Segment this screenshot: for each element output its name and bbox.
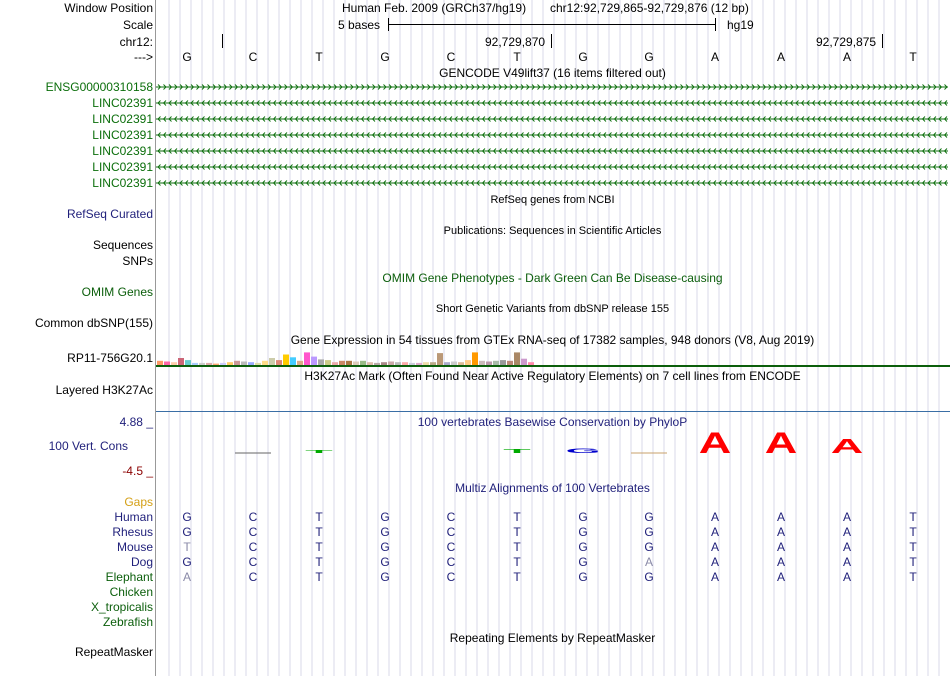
assembly-title: Human Feb. 2009 (GRCh37/hg19)	[342, 1, 527, 15]
gtex-tissue-bar	[283, 355, 289, 366]
alignment-base: A	[710, 525, 719, 539]
alignment-base: T	[315, 570, 323, 584]
omim-track-label[interactable]: OMIM Genes	[81, 285, 153, 299]
gtex-tissue-bar	[437, 353, 443, 365]
alignment-base: T	[909, 570, 917, 584]
species-label[interactable]: Chicken	[109, 585, 153, 599]
conservation-track-label[interactable]: 100 Vert. Cons	[48, 439, 128, 453]
alignment-base: C	[248, 525, 258, 539]
alignment-base: T	[315, 540, 323, 554]
position-readout: chr12:92,729,865-92,729,876 (12 bp)	[550, 1, 749, 15]
alignment-base: C	[248, 540, 258, 554]
alignment-base: G	[182, 555, 192, 569]
alignment-base: A	[842, 525, 851, 539]
alignment-base: T	[909, 525, 917, 539]
reference-base: G	[380, 50, 390, 64]
alignment-base: C	[248, 510, 258, 524]
h3k27ac-track-title[interactable]: H3K27Ac Mark (Often Found Near Active Regulatory Elements) on 7 cell lines from ENCODE	[304, 369, 801, 383]
alignment-base: A	[842, 555, 851, 569]
alignment-base: G	[182, 525, 192, 539]
alignment-base: G	[578, 555, 588, 569]
chrom-label: chr12:	[119, 35, 153, 49]
gencode-track-title[interactable]: GENCODE V49lift37 (16 items filtered out)	[439, 66, 666, 80]
reference-base: A	[776, 50, 785, 64]
h3k27ac-track-label[interactable]: Layered H3K27Ac	[55, 383, 153, 397]
alignment-base: A	[776, 540, 785, 554]
gtex-track-title[interactable]: Gene Expression in 54 tissues from GTEx RNA-seq of 17382 samples, 948 donors (V8, Aug 2019)	[290, 333, 815, 347]
alignment-base: A	[182, 570, 191, 584]
coord-label-1: 92,729,870	[485, 35, 546, 49]
alignment-base: T	[315, 510, 323, 524]
alignment-base: A	[776, 555, 785, 569]
gencode-gene-label[interactable]: LINC02391	[92, 128, 153, 142]
alignment-base: C	[446, 555, 456, 569]
conservation-max-label: 4.88 _	[119, 415, 153, 429]
gtex-tissue-bar	[269, 358, 275, 365]
refseq-track-title[interactable]: RefSeq genes from NCBI	[490, 194, 615, 206]
alignment-base: T	[513, 525, 521, 539]
db-label: hg19	[727, 18, 754, 32]
alignment-base: C	[248, 555, 258, 569]
reference-base: T	[315, 50, 323, 64]
repeatmasker-track-label[interactable]: RepeatMasker	[74, 645, 153, 659]
alignment-base: A	[842, 540, 851, 554]
species-label[interactable]: Elephant	[105, 570, 153, 584]
alignment-base: C	[248, 570, 258, 584]
gtex-tissue-bar	[290, 357, 296, 365]
gtex-tissue-bar	[472, 352, 478, 365]
alignment-base: G	[644, 525, 654, 539]
alignment-base: C	[446, 510, 456, 524]
reference-base: C	[446, 50, 456, 64]
conservation-letter: T	[503, 448, 531, 455]
reference-base: T	[909, 50, 917, 64]
gencode-gene-label[interactable]: ENSG00000310158	[45, 80, 153, 94]
conservation-letter: A	[698, 428, 732, 460]
species-label[interactable]: X_tropicalis	[90, 600, 153, 614]
reference-base: T	[513, 50, 521, 64]
species-label[interactable]: Mouse	[116, 540, 153, 554]
gencode-gene-label[interactable]: LINC02391	[92, 112, 153, 126]
reference-base: A	[842, 50, 851, 64]
alignment-base: G	[644, 510, 654, 524]
multiz-track-title[interactable]: Multiz Alignments of 100 Vertebrates	[455, 481, 650, 495]
scale-text: 5 bases	[338, 18, 381, 32]
gencode-gene-label[interactable]: LINC02391	[92, 176, 153, 190]
alignment-base: A	[776, 570, 785, 584]
publications-track-title[interactable]: Publications: Sequences in Scientific Articles	[443, 225, 662, 237]
reference-base: G	[182, 50, 192, 64]
alignment-base: T	[513, 540, 521, 554]
conservation-letter: T	[305, 448, 333, 454]
alignment-base: A	[710, 540, 719, 554]
alignment-base: A	[710, 555, 719, 569]
alignment-base: T	[909, 540, 917, 554]
alignment-base: A	[710, 510, 719, 524]
gtex-tissue-bar	[178, 358, 184, 365]
alignment-base: T	[513, 555, 521, 569]
species-label[interactable]: Human	[114, 510, 153, 524]
alignment-base: A	[644, 555, 653, 569]
alignment-base: A	[776, 525, 785, 539]
gtex-tissue-bar	[514, 352, 520, 365]
alignment-base: G	[578, 525, 588, 539]
alignment-base: G	[578, 570, 588, 584]
repeatmasker-track-title[interactable]: Repeating Elements by RepeatMasker	[449, 631, 656, 645]
conservation-logo[interactable]	[0, 428, 950, 460]
reference-base: C	[248, 50, 258, 64]
alignment-base: G	[578, 510, 588, 524]
strand-arrow-label: --->	[134, 50, 153, 64]
gtex-gene-line	[156, 365, 950, 367]
alignment-base: T	[909, 555, 917, 569]
species-label[interactable]: Zebrafish	[102, 615, 153, 629]
refseq-track-label[interactable]: RefSeq Curated	[66, 207, 153, 221]
snps-track-label[interactable]: SNPs	[122, 254, 153, 268]
alignment-base: A	[842, 570, 851, 584]
gtex-gene-label[interactable]: RP11-756G20.1	[67, 351, 153, 365]
gencode-gene-label[interactable]: LINC02391	[92, 96, 153, 110]
conservation-letter: A	[830, 434, 864, 458]
alignment-base: T	[513, 570, 521, 584]
gtex-tissue-bar	[311, 357, 317, 365]
alignment-base: A	[842, 510, 851, 524]
alignment-base: G	[380, 540, 390, 554]
gtex-tissue-bar	[304, 352, 310, 365]
alignment-base: G	[380, 555, 390, 569]
alignment-base: G	[578, 540, 588, 554]
alignment-base: T	[315, 525, 323, 539]
conservation-letter: A	[764, 428, 798, 460]
scale-label: Scale	[122, 18, 153, 32]
alignment-base: T	[513, 510, 521, 524]
alignment-base: T	[315, 555, 323, 569]
alignment-base: T	[909, 510, 917, 524]
alignment-base: G	[182, 510, 192, 524]
conservation-letter: G	[565, 446, 601, 455]
alignment-base: C	[446, 540, 456, 554]
alignment-base: G	[644, 540, 654, 554]
alignment-base: G	[380, 510, 390, 524]
dbsnp-track-title[interactable]: Short Genetic Variants from dbSNP release 155	[435, 303, 670, 315]
reference-base: G	[578, 50, 588, 64]
coord-label-2: 92,729,875	[816, 35, 877, 49]
alignment-base: C	[446, 570, 456, 584]
species-label[interactable]: Rhesus	[112, 525, 153, 539]
alignment-base: G	[644, 570, 654, 584]
conservation-min-label: -4.5 _	[122, 464, 153, 478]
sequences-track-label[interactable]: Sequences	[92, 238, 153, 252]
conservation-track-title[interactable]: 100 vertebrates Basewise Conservation by PhyloP	[417, 415, 688, 429]
alignment-base: G	[380, 525, 390, 539]
species-label[interactable]: Dog	[130, 555, 153, 569]
gencode-gene-features[interactable]	[0, 0, 950, 200]
gencode-gene-label[interactable]: LINC02391	[92, 160, 153, 174]
reference-base: A	[710, 50, 719, 64]
alignment-base: A	[776, 510, 785, 524]
dbsnp-track-label[interactable]: Common dbSNP(155)	[34, 316, 153, 330]
reference-base: G	[644, 50, 654, 64]
alignment-base: T	[183, 540, 191, 554]
omim-track-title[interactable]: OMIM Gene Phenotypes - Dark Green Can Be Disease-causing	[382, 271, 723, 285]
alignment-base: A	[710, 570, 719, 584]
h3k27ac-baseline	[156, 411, 950, 412]
alignment-base: C	[446, 525, 456, 539]
window-position-label: Window Position	[64, 1, 153, 15]
gencode-gene-label[interactable]: LINC02391	[92, 144, 153, 158]
alignment-base: G	[380, 570, 390, 584]
gaps-label[interactable]: Gaps	[124, 495, 153, 509]
